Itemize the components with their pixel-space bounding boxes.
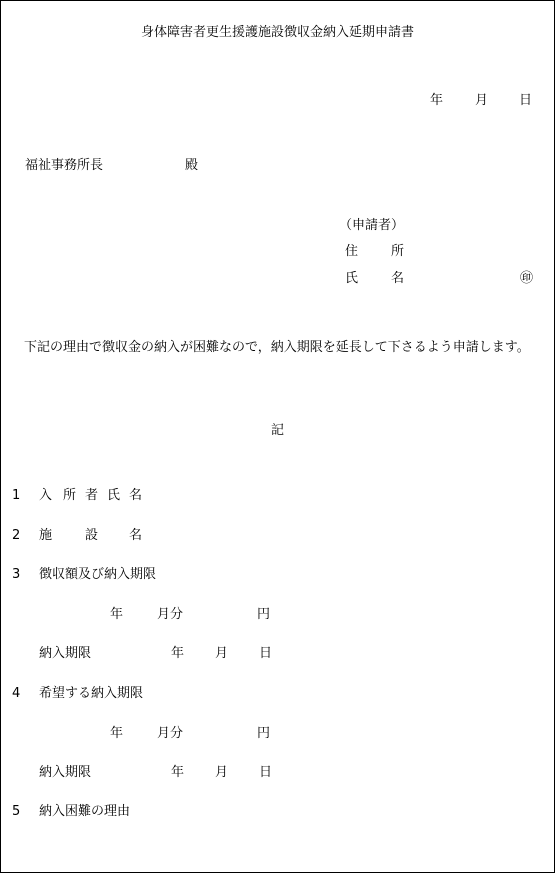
item2-char-3: 名 — [129, 528, 143, 543]
date-year: 年 — [430, 93, 444, 108]
item4-deadline-month: 月 — [215, 765, 229, 780]
item4-label: 希望する納入期限 — [39, 686, 144, 701]
item1-char-4: 氏 — [107, 488, 121, 503]
name-label-char-2: 名 — [391, 271, 405, 286]
item3-amount-month: 月分 — [157, 607, 184, 622]
applicant-heading: （申請者） — [339, 218, 405, 233]
item3-deadline-month: 月 — [215, 646, 229, 661]
name-label-char-1: 氏 — [345, 271, 359, 286]
addressee-honorific: 殿 — [185, 158, 199, 173]
item3-number: 3 — [12, 567, 21, 582]
item2-number: 2 — [12, 528, 21, 543]
item3-deadline-year: 年 — [171, 646, 185, 661]
address-label-char-2: 所 — [391, 244, 405, 259]
item3-label: 徴収額及び納入期限 — [39, 567, 157, 582]
date-month: 月 — [475, 93, 489, 108]
item4-deadline-label: 納入期限 — [39, 765, 92, 780]
item3-amount-yen: 円 — [257, 607, 271, 622]
item5-number: 5 — [12, 804, 21, 819]
ki-heading: 記 — [270, 423, 284, 438]
item4-amount-yen: 円 — [257, 726, 271, 741]
item5-label: 納入困難の理由 — [39, 804, 131, 819]
address-label-char-1: 住 — [345, 244, 359, 259]
item1-char-3: 者 — [85, 488, 99, 503]
date-day: 日 — [519, 93, 533, 108]
item3-amount-year: 年 — [110, 607, 124, 622]
item2-char-2: 設 — [85, 528, 99, 543]
item4-deadline-year: 年 — [171, 765, 185, 780]
item1-char-1: 入 — [39, 488, 53, 503]
application-body-text: 下記の理由で徴収金の納入が困難なので，納入期限を延長して下さるよう申請します。 — [24, 340, 530, 355]
item4-deadline-day: 日 — [259, 765, 273, 780]
item3-deadline-label: 納入期限 — [39, 646, 92, 661]
item4-amount-month: 月分 — [157, 726, 184, 741]
seal-mark: ㊞ — [520, 271, 534, 286]
item4-amount-year: 年 — [110, 726, 124, 741]
item1-number: 1 — [12, 488, 21, 503]
addressee-name: 福祉事務所長 — [25, 158, 104, 173]
item4-number: 4 — [12, 686, 21, 701]
item2-char-1: 施 — [39, 528, 53, 543]
document-title: 身体障害者更生援護施設徴収金納入延期申請書 — [140, 25, 414, 40]
item3-deadline-day: 日 — [259, 646, 273, 661]
item1-char-2: 所 — [63, 488, 77, 503]
item1-char-5: 名 — [129, 488, 143, 503]
